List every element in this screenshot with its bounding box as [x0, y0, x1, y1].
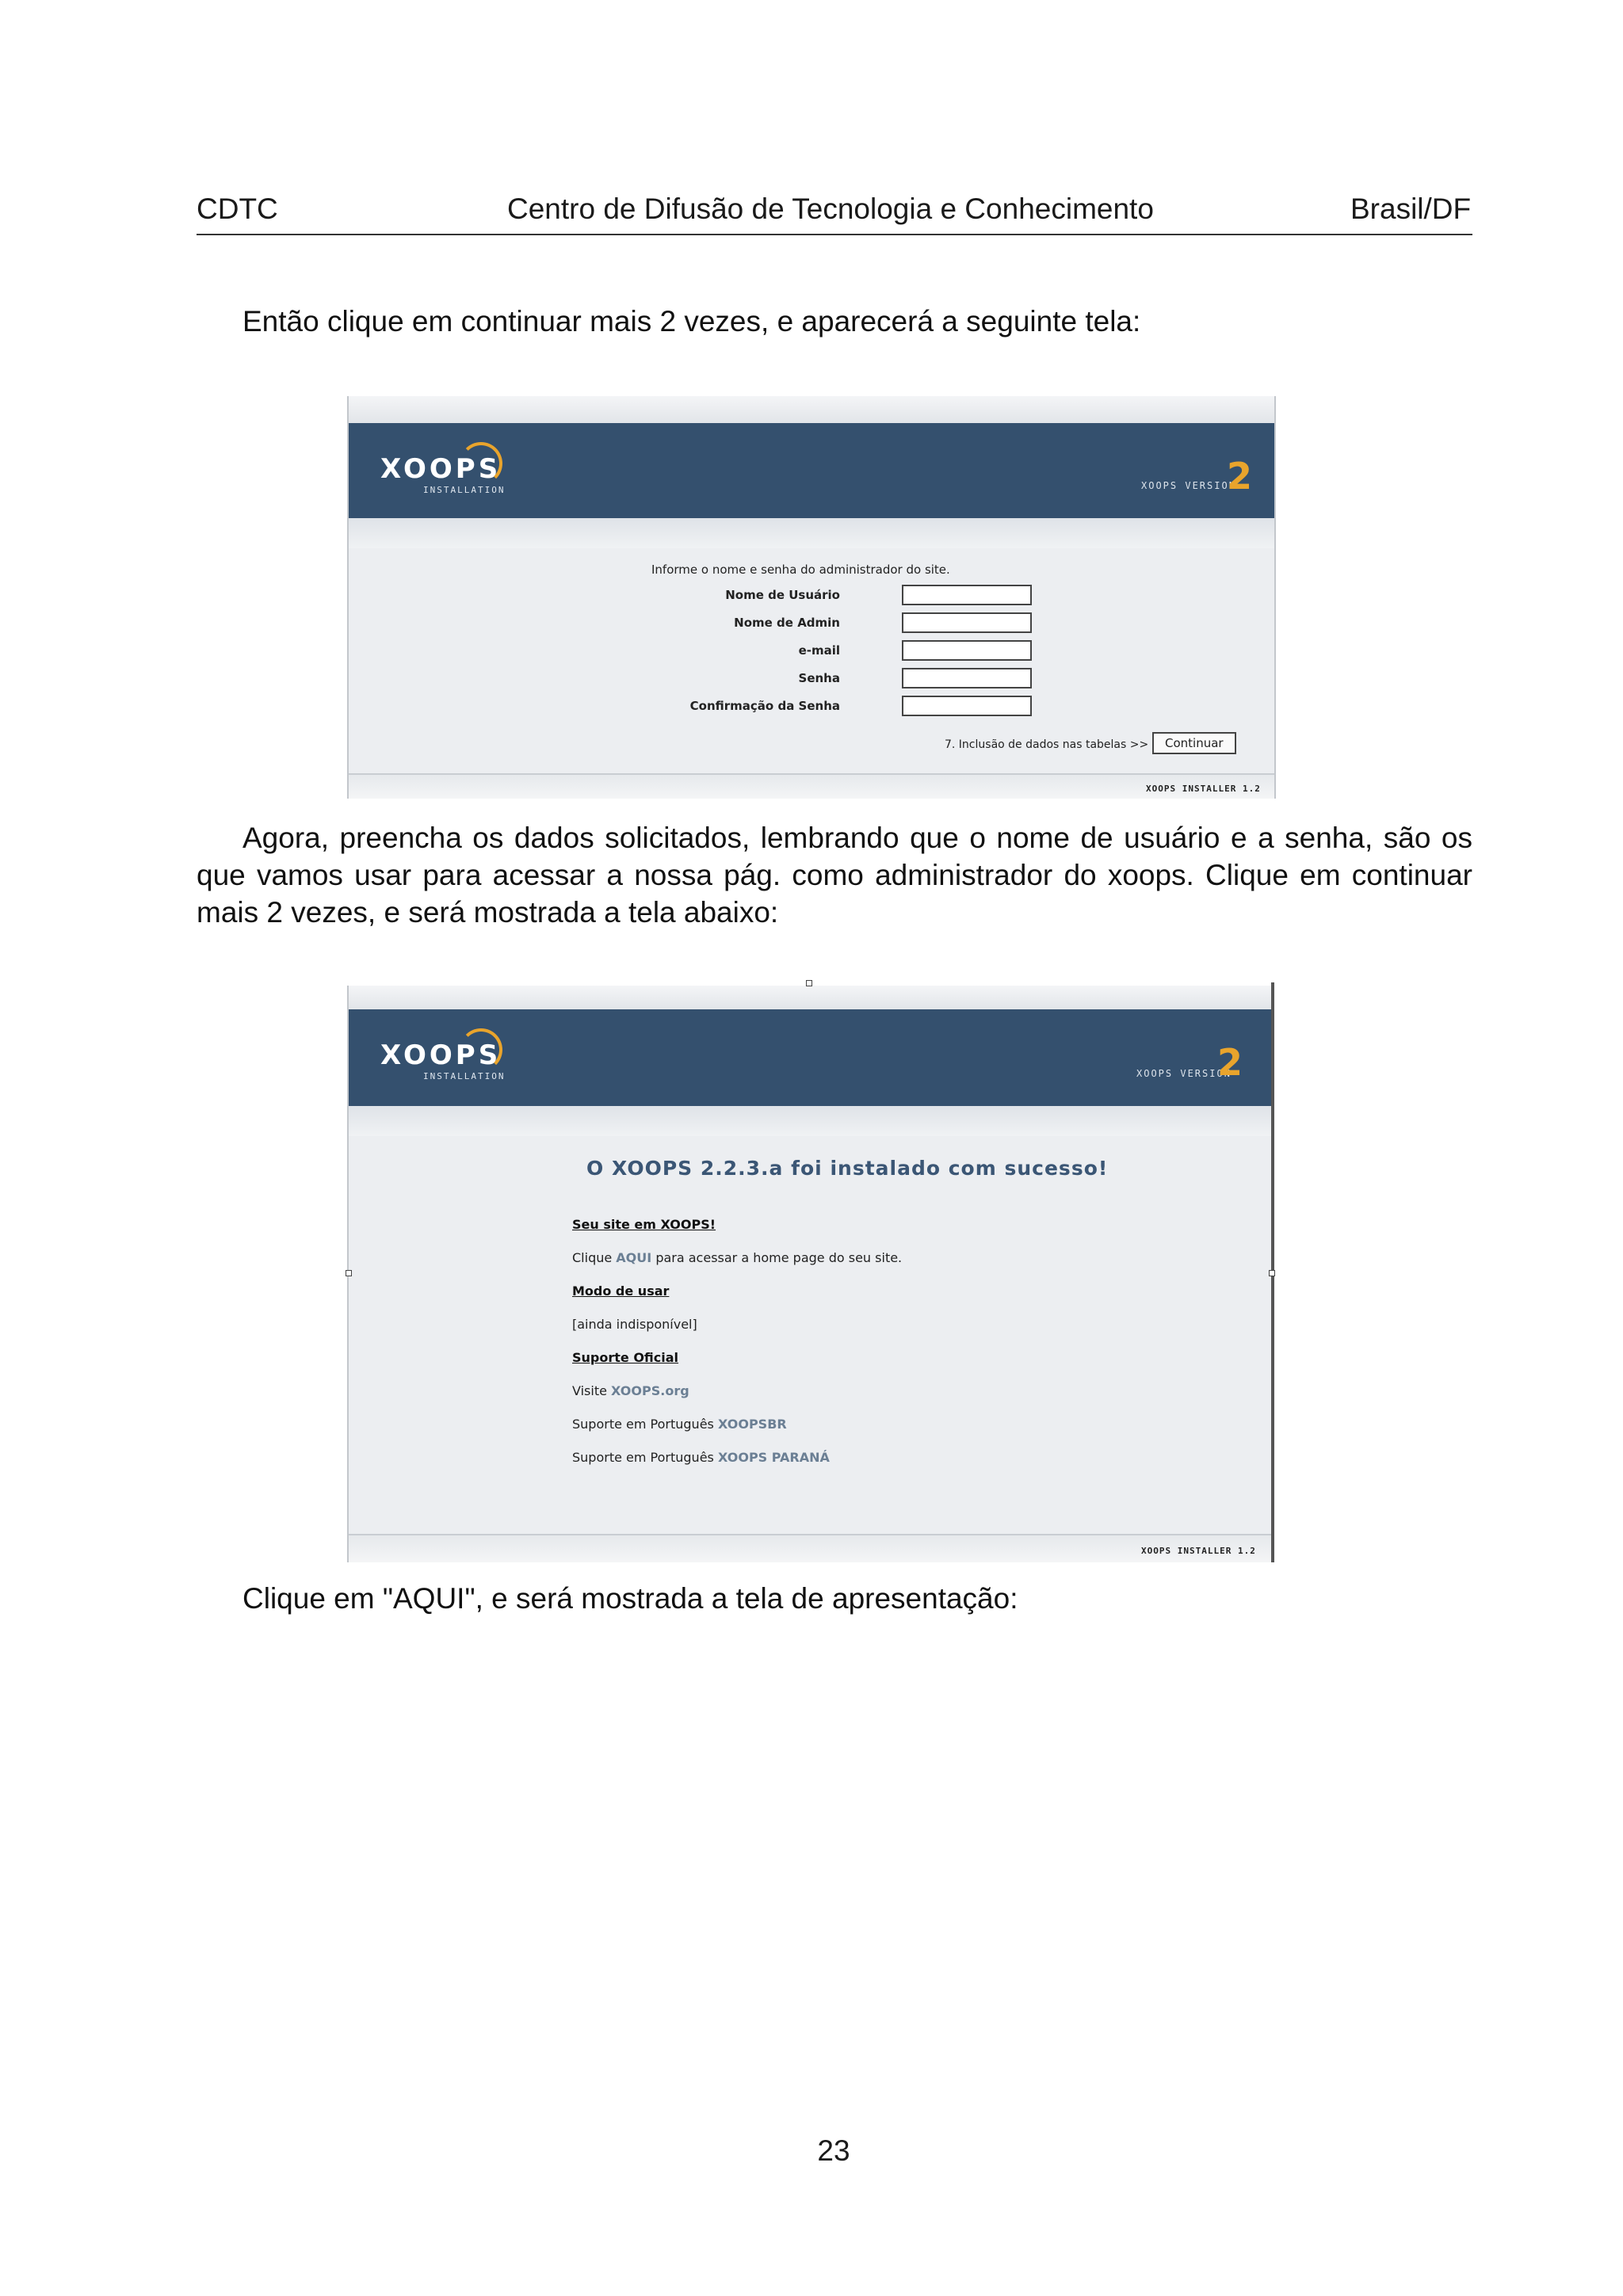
version-label: XOOPS VERSION	[1141, 480, 1236, 491]
support-pt-line-1: Suporte em Português XOOPSBR	[572, 1417, 787, 1432]
version-number: 2	[1217, 1041, 1243, 1084]
next-step-text: 7. Inclusão de dados nas tabelas >>	[945, 738, 1149, 751]
sub-band	[349, 518, 1274, 548]
form-instruction: Informe o nome e senha do administrador do site.	[651, 563, 950, 577]
resize-handle-left[interactable]	[346, 1270, 352, 1276]
paragraph-2-text: Agora, preencha os dados solicitados, lembrando que o nome de usuário e a senha, são os que vamos usar para acessar a nossa pág. como administrador do xoops. Clique em continuar mais 2 vezes, e será mostrada a tela abaixo:	[197, 822, 1472, 929]
xoops-logo: XOOPS	[380, 453, 501, 485]
header-center: Centro de Difusão de Tecnologia e Conhecimento	[507, 193, 1154, 225]
footer-band	[349, 773, 1274, 799]
label-password: Senha	[798, 671, 840, 685]
section-support-heading: Suporte Oficial	[572, 1350, 679, 1365]
top-band	[349, 396, 1274, 423]
installer-footer: XOOPS INSTALLER 1.2	[1146, 784, 1261, 794]
xoops-org-link[interactable]: XOOPS.org	[611, 1383, 689, 1398]
label-admin-name: Nome de Admin	[734, 616, 840, 630]
usage-text: [ainda indisponível]	[572, 1317, 697, 1332]
email-input[interactable]	[902, 640, 1032, 661]
top-band	[349, 986, 1273, 1009]
xoops-parana-link[interactable]: XOOPS PARANÁ	[717, 1450, 830, 1465]
resize-handle-right[interactable]	[1269, 1270, 1275, 1276]
paragraph-3	[197, 1580, 1472, 1617]
label-email: e-mail	[798, 643, 840, 658]
aqui-link[interactable]: AQUI	[616, 1250, 652, 1265]
site-line: Clique AQUI para acessar a home page do seu site.	[572, 1250, 903, 1265]
screenshot-admin-form	[347, 396, 1276, 799]
installer-footer: XOOPS INSTALLER 1.2	[1141, 1546, 1256, 1556]
password-confirm-input[interactable]	[902, 696, 1032, 716]
screenshot-install-success	[347, 986, 1273, 1562]
page-number: 23	[817, 2134, 850, 2167]
xoopsbr-link[interactable]: XOOPSBR	[717, 1417, 787, 1432]
username-input[interactable]	[902, 585, 1032, 605]
banner	[349, 423, 1274, 518]
logo-subtitle: INSTALLATION	[423, 485, 506, 495]
paragraph-3-text: Clique em "AQUI", e será mostrada a tela de apresentação:	[242, 1582, 1018, 1615]
label-password-confirm: Confirmação da Senha	[689, 699, 840, 713]
paragraph-2	[197, 819, 1472, 931]
header-rule	[197, 234, 1472, 235]
header-right: Brasil/DF	[1350, 193, 1472, 225]
support-pt-line-2: Suporte em Português XOOPS PARANÁ	[572, 1450, 830, 1465]
password-input[interactable]	[902, 668, 1032, 688]
resize-handle-top[interactable]	[806, 980, 812, 986]
banner	[349, 1009, 1273, 1106]
admin-name-input[interactable]	[902, 612, 1032, 633]
logo-arc-icon	[460, 442, 502, 485]
visit-line: Visite XOOPS.org	[572, 1383, 689, 1398]
sub-band	[349, 1106, 1273, 1136]
section-site-heading: Seu site em XOOPS!	[572, 1217, 716, 1232]
footer-band	[349, 1534, 1273, 1562]
label-username: Nome de Usuário	[725, 588, 840, 602]
success-title: O XOOPS 2.2.3.a foi instalado com sucesso!	[586, 1157, 1109, 1180]
paragraph-1-text: Então clique em continuar mais 2 vezes, e aparecerá a seguinte tela:	[242, 305, 1141, 338]
continue-button[interactable]: Continuar	[1152, 732, 1236, 754]
logo-arc-icon	[460, 1028, 502, 1071]
section-usage-heading: Modo de usar	[572, 1283, 670, 1299]
version-label: XOOPS VERSION	[1136, 1068, 1232, 1079]
xoops-logo: XOOPS	[380, 1039, 501, 1071]
version-number: 2	[1227, 455, 1253, 498]
header-left: CDTC	[197, 193, 278, 225]
logo-subtitle: INSTALLATION	[423, 1071, 506, 1081]
paragraph-1	[197, 303, 1472, 340]
